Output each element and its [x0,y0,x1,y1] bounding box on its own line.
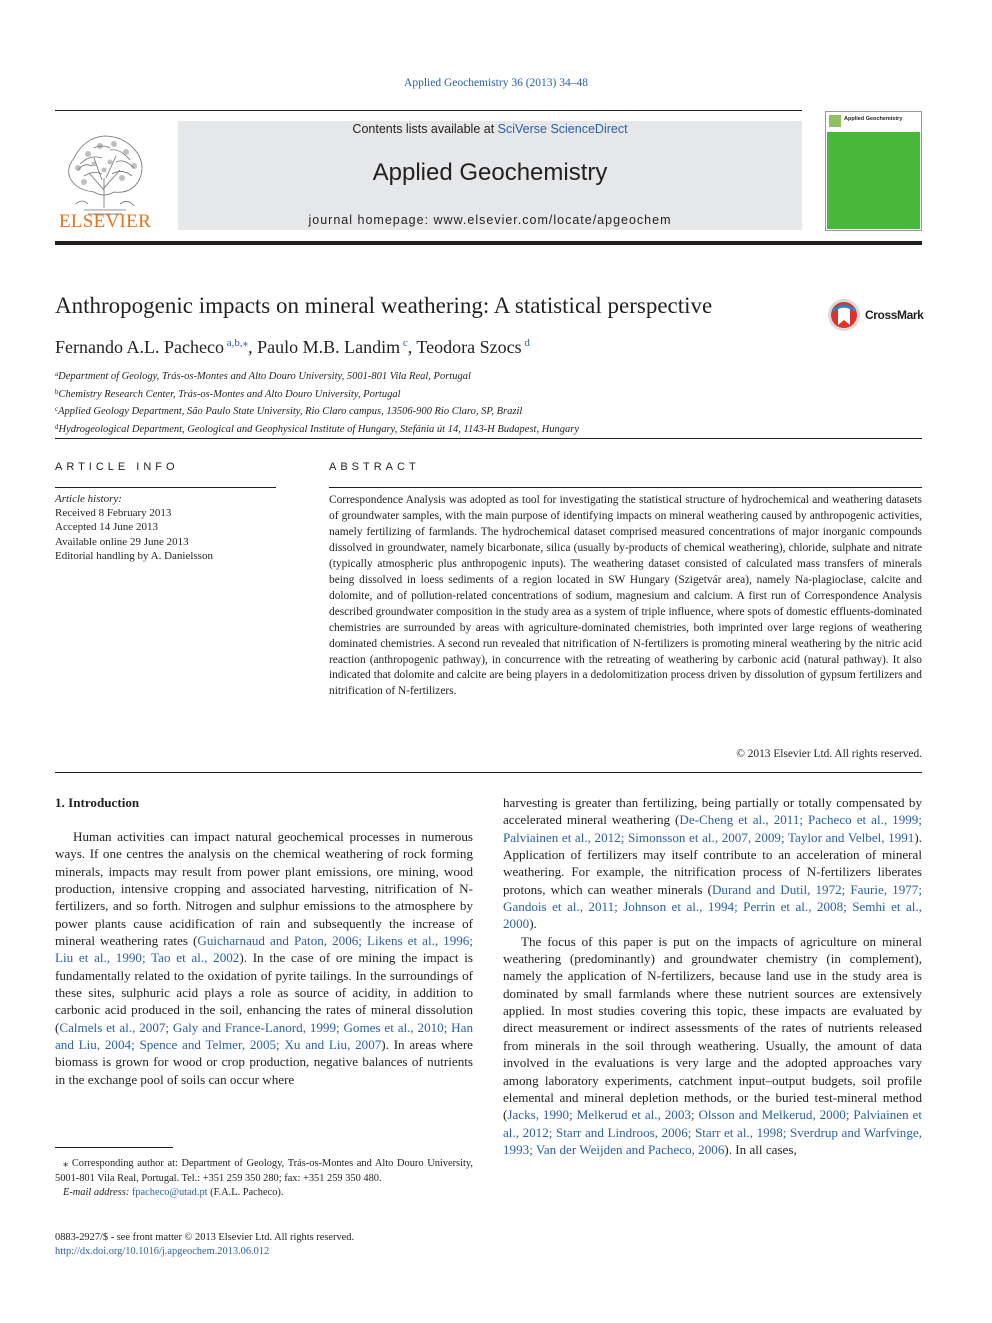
body-text: Human activities can impact natural geochemical processes in numerous ways. If one centres the analysis on the chemical weathering of rock forming minerals, impacts may result from power plant emissions, ore mining, wood production, intensive cropping and associated harvesting, nitrification of N-fertilizers, and so forth. Nitrogen and sulphur emissions to the atmosphere by power plants cause acidification of rain and subsequently the increase of mineral weathering rates ( [55,829,473,949]
journal-title: Applied Geochemistry [372,159,608,186]
received-date: Received 8 February 2013 [55,507,172,520]
article-info-heading: ARTICLE INFO [55,461,179,473]
body-text: ). In all cases, [724,1141,797,1157]
journal-cover-thumbnail[interactable] [825,111,922,231]
body-text: ). Application of fertilizers may itself contribute to an acceleration of mineral weathering. For example, the nitrification process of N-fertilizers liberates protons, which can weather minerals ( [503,829,922,897]
paragraph [55,828,473,1088]
abstract-copyright: © 2013 Elsevier Ltd. All rights reserved. [736,748,922,760]
body-column-left [55,828,473,1088]
homepage-url[interactable]: www.elsevier.com/locate/apgeochem [433,213,672,227]
citation-link[interactable]: Calmels et al., 2007; Galy and France-Lanord, 1999; Gomes et al., 2010; Han and Liu, 2004; Spence and Telmer, 2005; Xu and Liu, 2007 [55,1019,473,1053]
editorial-handling: Editorial handling by A. Danielsson [55,549,213,562]
email-line: E-mail address: fpacheco@utad.pt (F.A.L. Pacheco). [63,1187,284,1198]
journal-homepage [178,213,802,227]
cover-green-panel [827,132,920,229]
author-affil-mark[interactable]: d [524,337,530,349]
contents-prefix: Contents lists available at [352,122,498,136]
abstract-rule [329,487,922,488]
issn-line: 0883-2927/$ - see front matter © 2013 Elsevier Ltd. All rights reserved. [55,1232,355,1243]
journal-masthead [178,121,802,230]
contents-line [178,121,802,137]
article-info-rule [55,487,276,488]
accepted-date: Accepted 14 June 2013 [55,521,158,534]
sciencedirect-link[interactable]: SciVerse ScienceDirect [497,122,628,136]
corresponding-author-note: ⁎ Corresponding author at: Department of Geology, Trás-os-Montes and Alto Douro University, 5001-801 Vila Real, Portugal. Tel.: +351 259 350 280; fax: +351 259 350 480. [55,1158,473,1184]
affiliation-item: $^c$Applied Geology Department, São Paulo State University, Rio Claro campus, 13506-900 Rio Claro, SP, Brazil [55,405,523,418]
affiliation-item: $^a$Department of Geology, Trás-os-Montes and Alto Douro University, 5001-801 Vila Real, Portugal [55,370,471,382]
author-affil-mark[interactable]: c [402,337,408,349]
affiliation-item: $^d$Hydrogeological Department, Geological and Geophysical Institute of Hungary, Stefánia út 14, 1143-H Budapest, Hungary [55,422,580,435]
author-affil-mark[interactable]: a,b,⁎ [226,337,249,349]
citation-link[interactable]: De-Cheng et al., 2011; Pacheco et al., 1999; Palviainen et al., 2012; Simonsson et al., 2007, 2009; Taylor and Velbel, 1991 [503,812,922,845]
front-matter [55,1231,473,1260]
corresponding-footnote [55,1157,473,1201]
body-column-right [503,794,922,1158]
author-name[interactable]: Teodora Szocs [416,337,522,357]
article-history-label: Article history: [55,493,122,505]
paragraph [503,794,922,933]
footnote-rule [55,1147,173,1148]
affiliation-item: $^b$Chemistry Research Center, Trás-os-Montes and Alto Douro University, Portugal [55,387,401,400]
abstract-heading: ABSTRACT [329,461,420,473]
abstract-bottom-rule [55,772,922,773]
header-rule-bottom [55,241,922,245]
body-text: ). In areas where biomass is grown for wood or crop production, negative balances of nutrients in the exchange pool of soils can occur where [55,1037,473,1087]
paragraph [503,933,922,1158]
affiliation-rule [55,438,922,439]
cover-logo-icon [829,115,841,127]
citation-link[interactable]: Durand and Dutil, 1972; Faurie, 1977; Gandois et al., 2011; Johnson et al., 1994; Perrin et al., 2008; Semhi et al., 2000 [503,881,922,932]
body-text: The focus of this paper is put on the impacts of agriculture on mineral weathering (predominantly) and groundwater chemistry (in complement), namely the application of N-fertilizers, because land use in the study area is dominated by small farmlands where these nutrient sources are extensively applied. In most studies covering this topic, these impacts are evaluated by direct measurement or indirect assessments of the rates of nutrients released from minerals in the soil through weathering. Usually, the amount of data involved in the evaluations is very large and the adopted approaches vary among laboratory experiments, catchment input–output budgets, soil profile elemental and mineral depletion methods, or the buried test-mineral method ( [503,933,922,1123]
citation-link[interactable]: Guicharnaud and Paton, 2006; Likens et al., 1996; Liu et al., 1990; Tao et al., 2002 [55,933,473,966]
author-list: Fernando A.L. Pacheco $^{a,b,⁎}$, Paulo M.B. Landim $^c$, Teodora Szocs $^d$ [55,337,530,357]
article-title: Anthropogenic impacts on mineral weathering: A statistical perspective [55,293,713,318]
citation-link[interactable]: Jacks, 1990; Melkerud et al., 2003; Olsson and Melkerud, 2000; Palviainen et al., 2012; Starr and Lindroos, 2006; Starr et al., 1998; Sverdrup and Warfvinge, 1993; Van der Weijden and Pacheco, 2006 [503,1107,922,1157]
header-rule-top [55,110,802,111]
elsevier-wordmark: ELSEVIER [58,211,152,232]
cover-title: Applied Geochemistry [844,116,903,122]
journal-citation[interactable]: Applied Geochemistry 36 (2013) 34–48 [404,77,588,89]
body-text: ). In the case of ore mining the impact is fundamentally related to the oxidation of pyrite tailings. In the surroundings of these sites, sulphuric acid plays a role as source of acidity, in addition to carbonic acid produced in the soil, enhancing the rates of mineral dissolution ( [55,950,473,1035]
abstract-text: Correspondence Analysis was adopted as tool for investigating the statistical structure of hydrochemical and weathering datasets of groundwater samples, with the main purpose of identifying impacts on mineral weathering caused by anthropogenic activities, namely fertilizing of farmlands. The hydrochemical dataset comprised measured concentrations of major inorganic compounds dissolved in groundwater, namely bicarbonate, silica (usually by-products of chemical weathering), chloride, sulphate and nitrate (typically atmospheric plus anthropogenic inputs). The weathering dataset consisted of calculated mass transfers of minerals being dissolved in loess sediments of a region located in SW Hungary (Szigetvár area), namely Na-plagioclase, calcite and dolomite, and of pollution-related concentrations of sodium, magnesium and calcium. A first run of Correspondence Analysis described groundwater composition in the study area as a system of triple influence, where spots of domestic effluents-dominated chemistries are surrounded by areas with agriculture-dominated chemistries, both imprinted over large regions of weathering dominated chemistries. A second run revealed that nitrification of N-fertilizers is promoting mineral weathering by the nitric acid reaction (anthropogenic pathway), in concurrence with the retreating of weathering by carbonic acid (natural pathway). It also indicated that dolomite and calcite are being players in a dedolomitization process driven by dissolution of gypsum fertilizers and nitrification of N-fertilizers. [329,494,922,698]
author-name[interactable]: Fernando A.L. Pacheco [55,337,224,357]
body-text: ). [529,916,537,932]
email-link[interactable]: fpacheco@utad.pt [131,1187,208,1198]
section-heading: 1. Introduction [55,795,140,810]
body-text: harvesting is greater than fertilizing, being partially or totally compensated by accelerated mineral weathering ( [503,795,922,828]
doi-link[interactable]: http://dx.doi.org/10.1016/j.apgeochem.2013.06.012 [55,1246,270,1258]
article-info [55,492,276,563]
crossmark-label[interactable]: CrossMark [865,308,924,322]
online-date: Available online 29 June 2013 [55,535,189,548]
affiliation-list [55,367,579,437]
homepage-prefix: journal homepage: [308,213,434,227]
author-name[interactable]: Paulo M.B. Landim [257,337,401,357]
